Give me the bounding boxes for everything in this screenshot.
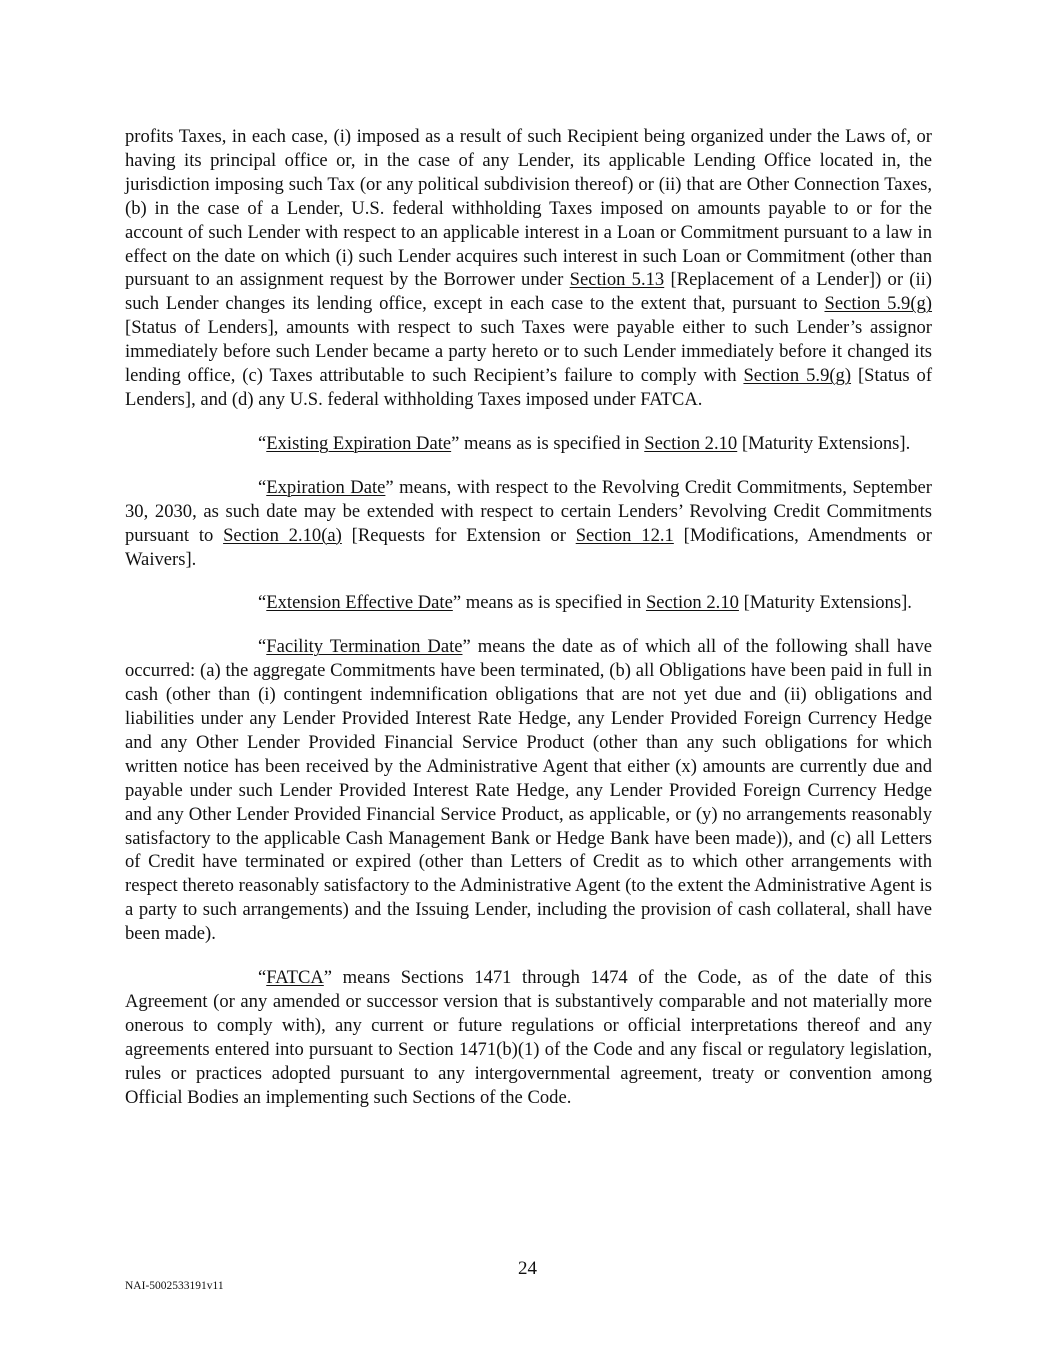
text: “ — [258, 432, 267, 454]
page-number: 24 — [518, 1258, 537, 1279]
text: [Maturity Extensions]. — [738, 592, 912, 614]
definition-fatca — [125, 966, 932, 1109]
definition-extension-effective-date — [125, 591, 932, 615]
definition-facility-termination-date — [125, 635, 932, 946]
text: ” means Sections 1471 through 1474 of the Code, as of the date of this Agreement (or any amended or successor version that is substantively comparable and not materially more onerous to comply with), any current or future regulations or official interpretations thereof and any agreements entered into pursuant to Section 1471(b)(1) of the Code and any fiscal or regulatory legislation, rules or practices adopted pursuant to any intergovernmental agreement, treaty or convention among Official Bodies an implementing such Sections of the Code. — [125, 967, 932, 1108]
text: ” means as is specified in — [452, 592, 646, 614]
section-reference: Section 5.9(g) — [824, 293, 933, 315]
definition-expiration-date — [125, 476, 932, 572]
text: [Modifications, Amendments or Waivers]. — [125, 524, 932, 570]
section-reference: Section 2.10 — [645, 592, 739, 614]
section-reference: Section 5.13 — [569, 269, 665, 291]
text: [Status of Lenders], and (d) any U.S. federal withholding Taxes imposed under FATCA. — [125, 365, 933, 410]
section-reference: Section 5.9(g) — [743, 365, 852, 387]
text: “ — [258, 592, 267, 614]
text: [Status of Lenders], amounts with respect to such Taxes were payable either to such Lender’s assignor immediately before such Lender became a party hereto or to such Lender immediately before it changed its lending office, (c) Taxes attributable to such Recipient’s failure to comply with — [125, 317, 932, 387]
text: [Maturity Extensions]. — [737, 432, 911, 454]
text: [Replacement of a Lender]) or (ii) such Lender changes its lending office, except in each case to the extent that, pursuant to — [125, 269, 932, 315]
document-body — [125, 125, 932, 1130]
defined-term: Expiration Date — [266, 476, 386, 498]
paragraph-excluded-taxes-continuation — [125, 125, 932, 412]
defined-term: FATCA — [266, 967, 324, 989]
text: ” means the date as of which all of the following shall have occurred: (a) the aggregate Commitments have been terminated, (b) all Obligations have been paid in full in cash (other than (i) contingent indemnification obligations that are not yet due and (ii) obligations and liabilities under any Lender Provided Interest Rate Hedge, any Lender Provided Foreign Currency Hedge and any Other Lender Provided Financial Service Product (other than any such obligations for which written notice has been received by the Administrative Agent that either (x) amounts are currently due and payable under such Lender Provided Interest Rate Hedge, any Lender Provided Foreign Currency Hedge and any Other Lender Provided Financial Service Product, as applicable, or (y) no arrangements reasonably satisfactory to the applicable Cash Management Bank or Hedge Bank have been made)), and (c) all Letters of Credit have terminated or expired (other than Letters of Credit as to which other arrangements with respect thereto reasonably satisfactory to the Administrative Agent (to the extent the Administrative Agent is a party to such arrangements) and the Issuing Lender, including the provision of cash collateral, shall have been made). — [125, 636, 932, 945]
definition-existing-expiration-date — [125, 432, 932, 456]
text: “ — [258, 476, 267, 498]
text: ” means, with respect to the Revolving Credit Commitments, September 30, 2030, as such date may be extended with respect to certain Lenders’ Revolving Credit Commitments pursuant to — [125, 476, 932, 546]
text: “ — [258, 636, 267, 658]
text: ” means as is specified in — [451, 432, 645, 454]
defined-term: Existing Expiration Date — [266, 432, 452, 454]
document-id: NAI-5002533191v11 — [125, 1280, 224, 1292]
text: profits Taxes, in each case, (i) imposed as a result of such Recipient being organized under the Laws of, or having its principal office or, in the case of any Lender, its applicable Lending Office located in, the jurisdiction imposing such Tax (or any political subdivision thereof) or (ii) that are Other Connection Taxes, (b) in the case of a Lender, U.S. federal withholding Taxes imposed on amounts payable to or for the account of such Lender with respect to an applicable interest in a Loan or Commitment pursuant to a law in effect on the date on which (i) such Lender acquires such interest in such Loan or Commitment (other than pursuant to an assignment request by the Borrower under — [125, 126, 932, 291]
defined-term: Facility Termination Date — [266, 636, 463, 658]
section-reference: Section 2.10 — [644, 432, 738, 454]
section-reference: Section 12.1 — [575, 524, 674, 546]
text: [Requests for Extension or — [341, 524, 576, 546]
defined-term: Extension Effective Date — [266, 592, 453, 614]
text: “ — [258, 967, 267, 989]
section-reference: Section 2.10(a) — [223, 524, 342, 546]
